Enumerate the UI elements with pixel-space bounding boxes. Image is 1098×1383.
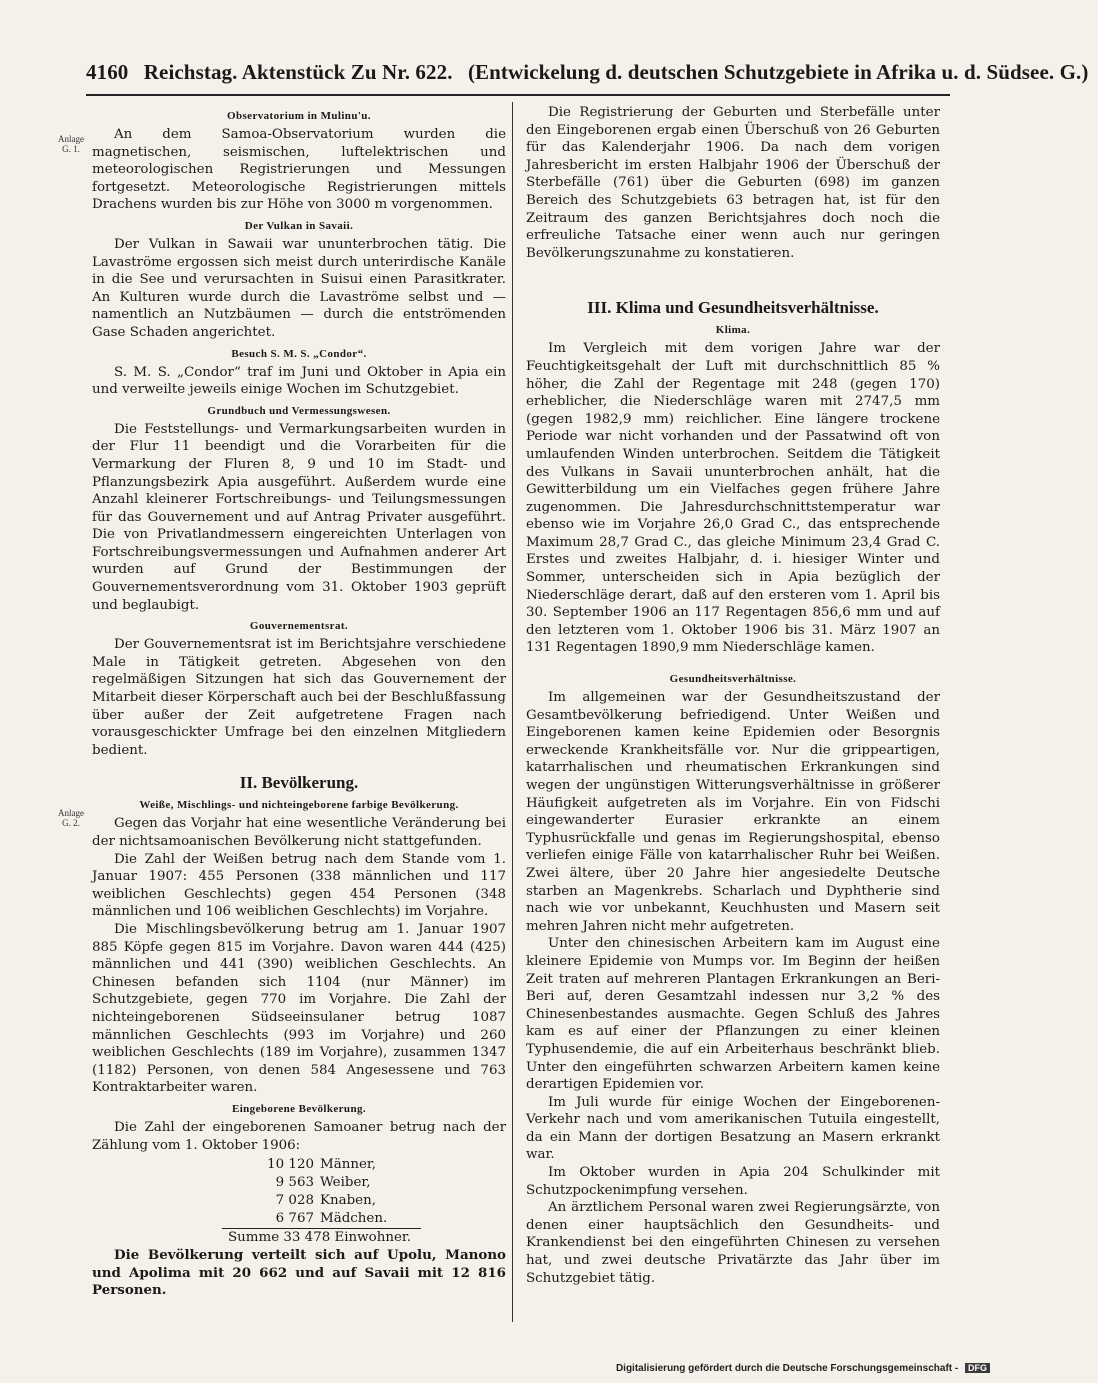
sidenote-anlage-g1: Anlage G. 1. bbox=[58, 134, 84, 154]
paragraph-gesundheit-2: Unter den chinesischen Arbeitern kam im August eine kleinere Epidemie von Mumps vor. Im Beginn der heißen Zeit traten auf mehreren Plantagen Erkrankungen an Beri-Beri auf, deren Gesamtzahl indessen nur 3,2 % des Chinesenbestandes ausmachte. Gegen Schluß des Jahres kam es auf einer der Pflanzungen zu einer kleinen Typhusendemie, die auf ein Arbeiterhaus beschränkt blieb. Unter den eingeführten schwarzen Arbeitern kamen keine derartigen Epidemien vor. bbox=[526, 936, 940, 1093]
population-label: Weiber, bbox=[320, 1175, 371, 1191]
section-heading-gesundheit: Gesundheitsverhältnisse. bbox=[669, 673, 797, 686]
paragraph-klima: Im Vergleich mit dem vorigen Jahre war der Feuchtigkeitsgehalt der Luft mit durchschnittlich 85 % höher, die Zahl der Regentage mit 248 (gegen 170) erheblicher, die Niederschläge waren mit 2747,5 mm (gegen 1982,9 mm) reichlicher. Eine längere trockene Periode war nicht vorhanden und der Passatwind oft von umlaufenden Winden unterbrochen. Seitdem die Tätigkeit des Vulkans in Savaii ununterbrochen anhält, hat die Gewitterbildung um ein Vielfaches gegen frühere Jahre zugenommen. Die Jahresdurchschnittstemperatur war ebenso wie im Vorjahre 26,0 Grad C., das entsprechende Maximum 28,7 Grad C., das gleiche Minimum 23,4 Grad C. Erstes und zweites Halbjahr, d. i. hiesiger Winter und Sommer, unterscheiden sich in Apia bezüglich der Niederschläge derart, daß auf den ersteren vom 1. April bis 30. September 1906 an 117 Regentagen 856,6 mm und auf den letzteren vom 1. Oktober 1906 bis 31. März 1907 an 131 Regentagen 1890,9 mm Niederschläge kamen. bbox=[526, 341, 940, 656]
population-label: Männer, bbox=[320, 1157, 377, 1173]
sidenote-anlage-g2: Anlage G. 2. bbox=[58, 808, 84, 828]
paragraph-grundbuch: Die Feststellungs- und Vermarkungsarbeiten wurden in der Flur 11 beendigt und die Vorarbeiten für die Vermarkung der Fluren 8, 9 und 10 im Stadt- und Pflanzungsbezirk Apia ausgeführt. Außerdem wurde eine Anzahl kleinerer Fortschreibungs- und Teilungsmessungen für das Gouvernement und auf Antrag Privater ausgeführt. Die von Privatlandmessern eingereichten Unterlagen von Fortschreibungsvermessungen und Aufnahmen anderer Art wurden auf Grund der Bestimmungen der Gouvernementsverordnung vom 31. Oktober 1903 geprüft und beglaubigt. bbox=[92, 421, 506, 613]
population-sum: Summe 33 478 Einwohner. bbox=[222, 1228, 421, 1247]
paragraph-gouvernementsrat: Der Gouvernementsrat ist im Berichtsjahre verschiedene Male in Tätigkeit getreten. Abgesehen von den regelmäßigen Sitzungen hat sich das Gouvernement der Mitarbeit dieser Körperschaft auch bei der Beschlußfassung über außer der Zeit aufgetretene Fragen nach vorausgeschickter Umfrage bei den einzelnen Mitgliedern bedient. bbox=[92, 637, 506, 758]
population-label: Mädchen. bbox=[320, 1211, 388, 1227]
population-count: 6 767 bbox=[275, 1211, 314, 1227]
population-count: 9 563 bbox=[275, 1175, 314, 1191]
population-row bbox=[92, 1174, 506, 1192]
page-number: 4160 bbox=[86, 60, 129, 84]
column-divider bbox=[512, 102, 513, 1322]
paragraph-gesundheit-5: An ärztlichem Personal waren zwei Regierungsärzte, von denen einer hauptsächlich den Gesundheits- und Krankendienst bei den eingeführten Chinesen zu versehen hat, und zwei deutsche Privatärzte das Jahr über im Schutzgebiet tätig. bbox=[526, 1200, 940, 1286]
section-heading-gouvernementsrat: Gouvernementsrat. bbox=[249, 620, 349, 633]
right-column bbox=[526, 104, 940, 1287]
left-column bbox=[92, 104, 506, 1300]
section-heading-weisse: Weiße, Mischlings- und nichteingeborene farbige Bevölkerung. bbox=[139, 799, 459, 812]
header-rule bbox=[86, 94, 950, 96]
page-header bbox=[86, 60, 1089, 94]
footer-text: Digitalisierung gefördert durch die Deutsche Forschungsgemeinschaft - bbox=[615, 1363, 959, 1374]
population-row bbox=[92, 1210, 506, 1228]
population-count: 10 120 bbox=[267, 1157, 314, 1173]
paragraph-weisse-3: Die Mischlingsbevölkerung betrug am 1. Januar 1907 885 Köpfe gegen 815 im Vorjahre. Davon waren 444 (425) männlichen und 441 (390) weiblichen Geschlechts. An Chinesen befanden sich 1104 (nur Männer) im Schutzgebiete, gegen 770 im Vorjahre. Die Zahl der nichteingeborenen Südseeinsulaner betrug 1087 männlichen Geschlechts (993 im Vorjahre) und 260 weiblichen Geschlechts (189 im Vorjahre), zusammen 1347 (1182) Personen, von denen 584 Angesessene und 763 Kontraktarbeiter waren. bbox=[92, 921, 506, 1096]
section-heading-observatorium: Observatorium in Mulinu'u. bbox=[227, 110, 371, 122]
header-subtitle: (Entwickelung d. deutschen Schutzgebiete in Afrika u. d. Südsee. G.) bbox=[467, 60, 1089, 84]
section-heading-grundbuch: Grundbuch und Vermessungswesen. bbox=[207, 404, 391, 417]
paragraph-gesundheit-3: Im Juli wurde für einige Wochen der Eingeborenen-Verkehr nach und vom amerikanischen Tutuila eingestellt, da ein Mann der dortigen Besatzung an Masern erkrankt war. bbox=[526, 1094, 940, 1163]
paragraph-vulkan: Der Vulkan in Sawaii war ununterbrochen tätig. Die Lavaströme ergossen sich meist durch unterirdische Kanäle in die See und verursachten in Suisui einen Parasitkrater. An Kulturen wurde durch die Lavaströme selbst und — namentlich an Nutzbäumen — durch die entströmenden Gase Schaden angerichtet. bbox=[92, 236, 506, 340]
section-heading-condor: Besuch S. M. S. „Condor“. bbox=[231, 347, 367, 360]
paragraph-gesundheit-1: Im allgemeinen war der Gesundheitszustand der Gesamtbevölkerung befriedigend. Unter Weißen und Eingeborenen kamen keine Epidemien oder Besorgnis erweckende Krankheitsfälle vor. Nur die grippeartigen, katarrhalischen und rheumatischen Erkrankungen sind wegen der ungünstigen Witterungsverhältnisse in größerer Häufigkeit aufgetreten als im Vorjahre. Ein von Fidschi eingewanderter Eurasier erkrankte an einem Typhusrückfalle und genas im Regierungshospital, ebenso verliefen einige Fälle von katarrhalischer Ruhr bei Weißen. Zwei ältere, über 20 Jahre hier angesiedelte Deutsche starben an Magenkrebs. Scharlach und Dyphtherie sind nach wie vor unbekannt, Keuchhusten und Masern seit mehren Jahren nicht mehr aufgetreten. bbox=[526, 690, 940, 934]
paragraph-condor: S. M. S. „Condor“ traf im Juni und Oktober in Apia ein und verweilte jeweils einige Wochen im Schutzgebiet. bbox=[92, 364, 506, 398]
section-heading-eingeborene: Eingeborene Bevölkerung. bbox=[231, 1102, 367, 1115]
paragraph-weisse-2: Die Zahl der Weißen betrug nach dem Stande vom 1. Januar 1907: 455 Personen (338 männlichen und 117 weiblichen Geschlechts) gegen 454 Personen (348 männlichen und 106 weiblichen Geschlechts) im Vorjahre. bbox=[92, 851, 506, 920]
digitization-footer bbox=[580, 1363, 990, 1377]
paragraph-weisse-1: Gegen das Vorjahr hat eine wesentliche Veränderung bei der nichtsamoanischen Bevölkerung nicht stattgefunden. bbox=[92, 816, 506, 849]
population-row bbox=[92, 1192, 506, 1210]
paragraph-observatorium: An dem Samoa-Observatorium wurden die magnetischen, seismischen, luftelektrischen und meteorologischen Registrierungen und Messungen fortgesetzt. Meteorologische Registrierungen mittels Drachens wurden bis zur Höhe von 3000 m vorgenommen. bbox=[92, 127, 506, 213]
population-table bbox=[92, 1156, 506, 1247]
paragraph-eingeborene-2: Die Bevölkerung verteilt sich auf Upolu, Manono und Apolima mit 20 662 und auf Savaii mit 12 816 Personen. bbox=[92, 1247, 506, 1299]
chapter-heading-klima: III. Klima und Gesundheitsverhältnisse. bbox=[587, 298, 879, 318]
population-row bbox=[92, 1156, 506, 1174]
population-count: 7 028 bbox=[275, 1193, 314, 1209]
chapter-heading-bevoelkerung: II. Bevölkerung. bbox=[239, 773, 359, 793]
population-label: Knaben, bbox=[320, 1193, 376, 1209]
paragraph-registrierung: Die Registrierung der Geburten und Sterbefälle unter den Eingeborenen ergab einen Überschuß von 26 Geburten für das Kalenderjahr 1906. Da nach dem vorigen Jahresbericht im ersten Halbjahr 1906 der Überschuß der Sterbefälle (761) über die Geburten (698) im ganzen Bereich des Schutzgebiets 63 betragen hat, ist für den Zeitraum des ganzen Berichtsjahres doch noch die erfreuliche Tatsache einer wenn auch nur geringen Bevölkerungszunahme zu konstatieren. bbox=[526, 105, 940, 261]
section-heading-klima: Klima. bbox=[715, 324, 751, 337]
paragraph-gesundheit-4: Im Oktober wurden in Apia 204 Schulkinder mit Schutzpockenimpfung versehen. bbox=[526, 1165, 940, 1198]
section-heading-vulkan: Der Vulkan in Savaii. bbox=[244, 219, 354, 232]
header-title: Reichstag. Aktenstück Zu Nr. 622. bbox=[143, 60, 453, 84]
dfg-logo-icon: DFG bbox=[965, 1363, 990, 1373]
paragraph-eingeborene-1: Die Zahl der eingeborenen Samoaner betrug nach der Zählung vom 1. Oktober 1906: bbox=[92, 1119, 506, 1153]
